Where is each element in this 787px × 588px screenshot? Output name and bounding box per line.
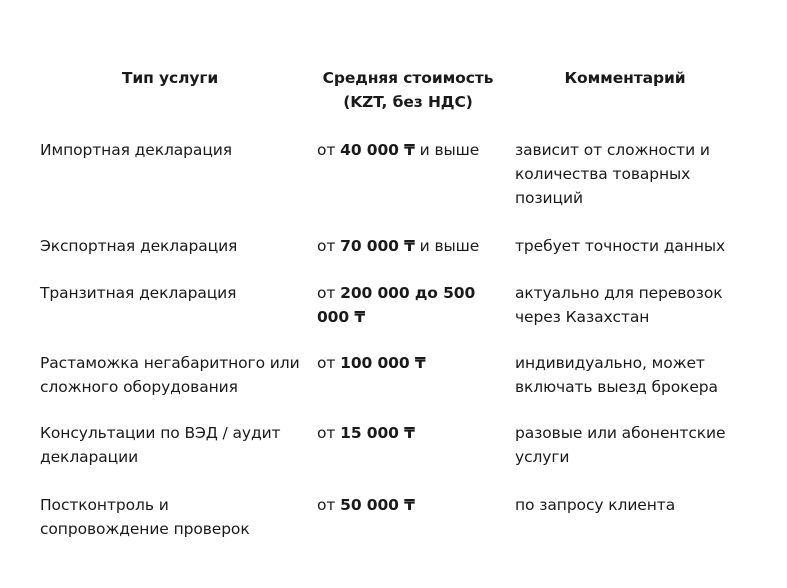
cost-prefix: от <box>317 424 341 442</box>
service-name: Консультации по ВЭД / аудит декларации <box>40 424 281 466</box>
service-cost <box>317 351 502 375</box>
header-comment: Комментарий <box>564 69 686 87</box>
service-comment: по запросу клиента <box>515 496 676 514</box>
service-comment: актуально для перевозок через Казахстан <box>515 284 723 326</box>
service-name: Постконтроль и сопровождение проверок <box>40 496 250 538</box>
cost-prefix: от <box>317 354 341 372</box>
service-name: Транзитная декларация <box>40 284 237 302</box>
service-name: Импортная декларация <box>40 141 232 159</box>
cost-value: 70 000 ₸ <box>340 237 415 255</box>
cost-suffix: и выше <box>414 237 480 255</box>
cost-prefix: от <box>317 141 341 159</box>
service-cost <box>317 281 502 329</box>
cost-value: 100 000 ₸ <box>340 354 426 372</box>
service-cost <box>317 138 502 162</box>
cost-value: 50 000 ₸ <box>340 496 415 514</box>
service-cost <box>317 493 502 517</box>
service-comment: требует точности данных <box>515 237 726 255</box>
cost-value: 15 000 ₸ <box>340 424 415 442</box>
header-service-type: Тип услуги <box>121 69 219 87</box>
cost-prefix: от <box>317 237 341 255</box>
service-comment: разовые или абонентские услуги <box>515 424 726 466</box>
service-name: Растаможка негабаритного или сложного оборудования <box>40 354 300 396</box>
cost-suffix: и выше <box>414 141 480 159</box>
service-cost <box>317 421 502 445</box>
cost-value: 40 000 ₸ <box>340 141 415 159</box>
service-comment: индивидуально, может включать выезд брокера <box>515 354 718 396</box>
service-cost <box>317 234 502 258</box>
header-average-cost: Средняя стоимость (KZT, без НДС) <box>322 69 494 111</box>
service-comment: зависит от сложности и количества товарных позиций <box>515 141 710 207</box>
cost-prefix: от <box>317 496 341 514</box>
service-name: Экспортная декларация <box>40 237 238 255</box>
cost-prefix: от <box>317 284 341 302</box>
cost-value: 200 000 до 500 000 ₸ <box>317 284 476 326</box>
